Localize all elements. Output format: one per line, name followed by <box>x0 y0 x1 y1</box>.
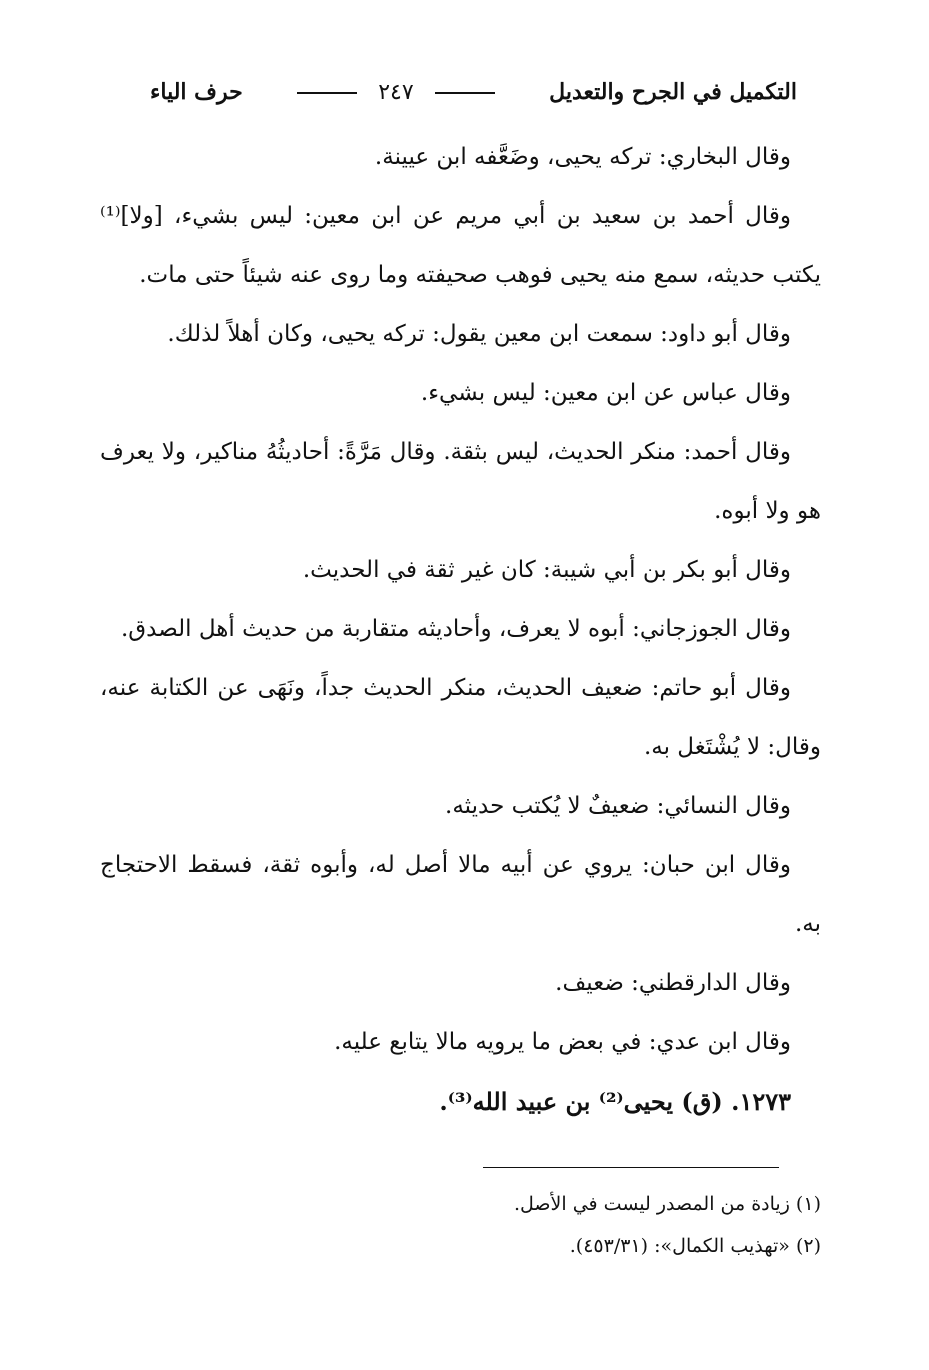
header-dash-right <box>435 92 495 94</box>
paragraph: وقال الجوزجاني: أبوه لا يعرف، وأحاديثه متقاربة من حديث أهل الصدق. <box>121 616 791 642</box>
paragraph: وقال النسائي: ضعيفٌ لا يُكتب حديثه. <box>445 793 791 819</box>
paragraph: وقال ابن عدي: في بعض ما يرويه مالا يتابع عليه. <box>334 1029 791 1055</box>
footnote: (٢) «تهذيب الكمال»: (٤٥٣/٣١). <box>569 1235 821 1257</box>
header-center <box>283 79 510 105</box>
footnotes <box>300 1183 821 1267</box>
paragraph: وقال عباس عن ابن معين: ليس بشيء. <box>420 380 791 406</box>
header-chapter-title: حرف الياء <box>150 79 243 105</box>
footnote: (١) زيادة من المصدر ليست في الأصل. <box>513 1193 821 1215</box>
paragraph: وقال أبو بكر بن أبي شيبة: كان غير ثقة في الحديث. <box>302 557 791 583</box>
page-number: ٢٤٧ <box>378 80 414 105</box>
header-book-title: التكميل في الجرح والتعديل <box>549 79 797 105</box>
footnote-separator <box>483 1167 779 1168</box>
paragraph: وقال أحمد بن سعيد بن أبي مريم عن ابن معين: ليس بشيء، [ولا]⁽¹⁾ يكتب حديثه، سمع منه يحيى فوهب صحيفته وما روى عنه شيئاً حتى مات. <box>100 203 821 288</box>
paragraph: وقال أبو داود: سمعت ابن معين يقول: تركه يحيى، وكان أهلاً لذلك. <box>167 321 791 347</box>
main-text <box>100 128 821 1131</box>
header-dash-left <box>297 92 357 94</box>
paragraph: وقال أبو حاتم: ضعيف الحديث، منكر الحديث جداً، ونَهَى عن الكتابة عنه، وقال: لا يُشْتَغل به. <box>100 675 821 760</box>
paragraph: وقال أحمد: منكر الحديث، ليس بثقة. وقال مَرَّةً: أحاديثُهُ مناكير، ولا يعرف هو ولا أبوه. <box>100 439 821 524</box>
running-header <box>150 72 797 112</box>
entry-heading: ١٢٧٣. (ق) يحيى⁽²⁾ بن عبيد الله⁽³⁾. <box>439 1087 791 1116</box>
paragraph: وقال البخاري: تركه يحيى، وضَعَّفه ابن عيينة. <box>374 144 791 170</box>
paragraph: وقال ابن حبان: يروي عن أبيه مالا أصل له، وأبوه ثقة، فسقط الاحتجاج به. <box>100 852 821 937</box>
paragraph: وقال الدارقطني: ضعيف. <box>555 970 791 996</box>
